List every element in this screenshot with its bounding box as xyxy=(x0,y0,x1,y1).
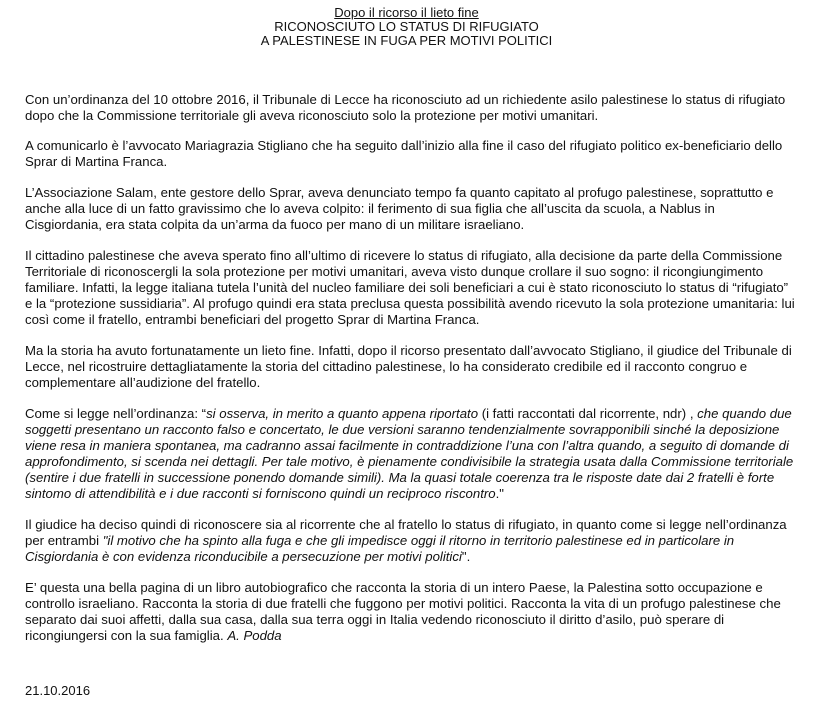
quote-close: ." xyxy=(495,486,504,501)
article-date: 21.10.2016 xyxy=(25,683,91,698)
paragraph-4: Il cittadino palestinese che aveva sperato fino all’ultimo di ricevere lo status di rifugiato, alla decisione da parte della Commissione Territoriale di riconoscergli la sola protezione per motivi umanitari, aveva visto dunque crollare il suo sogno: il ricongiungimento familiare. Infatti, la legge italiana tutela l’unità del nucleo familiare dei soli beneficiari a cui è stato riconosciuto lo status di “rifugiato” e la “protezione sussidiaria”. Al profugo quindi era stata preclusa questa possibilità avendo ricevuto la sola protezione umanitaria: lui così come il fratello, entrambi beneficiari del progetto Sprar di Martina Franca. xyxy=(25,248,795,327)
article-header xyxy=(0,6,813,48)
paragraph-3: L’Associazione Salam, ente gestore dello Sprar, aveva denunciato tempo fa quanto capitato al profugo palestinese, soprattutto e anche alla luce di un fatto gravissimo che lo aveva colpito: il ferimento di sua figlia che all’uscita da scuola, a Nablus in Cisgiordania, era stata colpita da un’arma da fuoco per mano di un militare israeliano. xyxy=(25,185,774,232)
paragraph-7-intro: Il giudice ha deciso quindi di riconoscere sia al ricorrente che al fratello lo status di rifugiato, in quanto come si legge nell’ordinanza per entrambi xyxy=(25,517,787,548)
article-title-line-2: A PALESTINESE IN FUGA PER MOTIVI POLITICI xyxy=(260,33,553,48)
paragraph-6-quote xyxy=(25,406,795,502)
author-signature: A. Podda xyxy=(227,628,282,643)
article-body xyxy=(25,92,795,659)
paragraph-5: Ma la storia ha avuto fortunatamente un lieto fine. Infatti, dopo il ricorso presentato dall’avvocato Stigliano, il giudice del Tribunale di Lecce, nel ricostruire dettagliatamente la storia del cittadino palestinese, lo ha considerato credibile ed il racconto congruo e complementare all’audizione del fratello. xyxy=(25,343,792,390)
quote-part-1: si osserva, in merito a quanto appena riportato xyxy=(206,406,479,421)
article-kicker: Dopo il ricorso il lieto fine xyxy=(334,5,479,20)
paragraph-7 xyxy=(25,517,795,565)
paragraph-6-intro: Come si legge nell’ordinanza: “ xyxy=(25,406,207,421)
quote-part-2: che quando due soggetti presentano un racconto falso e concertato, le due versioni saranno tendenzialmente sovrapponibili sinché la deposizione viene resa in maniera spontanea, ma cadranno assai facilmente in contraddizione l’una con l’altra quando, a seguito di domande di approfondimento, si scenda nei dettagli. Per tale motivo, è pienamente condivisibile la strategia usata dalla Commissione territoriale (sentire i due fratelli in successione ponendo domande simili). Ma la quasi totale coerenza tra le risposte date dai 2 fratelli è forte sintomo di attendibilità e i due racconti si forniscono quindi un reciproco riscontro xyxy=(25,406,794,501)
quote-interjection: (i fatti raccontati dal ricorrente, ndr) , xyxy=(478,406,698,421)
paragraph-1: Con un’ordinanza del 10 ottobre 2016, il Tribunale di Lecce ha riconosciuto ad un richiedente asilo palestinese lo status di rifugiato dopo che la Commissione territoriale gli aveva riconosciuto solo la protezione per motivi umanitari. xyxy=(25,92,786,123)
article-title-line-1: RICONOSCIUTO LO STATUS DI RIFUGIATO xyxy=(274,19,539,34)
paragraph-7-close: ". xyxy=(461,549,471,564)
paragraph-8-text: E’ questa una bella pagina di un libro autobiografico che racconta la storia di un intero Paese, la Palestina sotto occupazione e controllo israeliano. Racconta la storia di due fratelli che fuggono per motivi politici. Racconta la vita di un profugo palestinese che separato dai suoi affetti, dalla sua casa, dalla sua terra oggi in Italia vedendo riconosciuto il diritto d’asilo, può sperare di ricongiungersi con la sua famiglia. xyxy=(25,580,781,643)
paragraph-2: A comunicarlo è l’avvocato Mariagrazia Stigliano che ha seguito dall’inizio alla fine il caso del rifugiato politico ex-beneficiario dello Sprar di Martina Franca. xyxy=(25,138,783,169)
paragraph-8 xyxy=(25,580,795,644)
paragraph-7-quote: "il motivo che ha spinto alla fuga e che gli impedisce oggi il ritorno in territorio palestinese ed in particolare in Cisgiordania è con evidenza riconducibile a persecuzione per motivi politici xyxy=(25,533,735,564)
